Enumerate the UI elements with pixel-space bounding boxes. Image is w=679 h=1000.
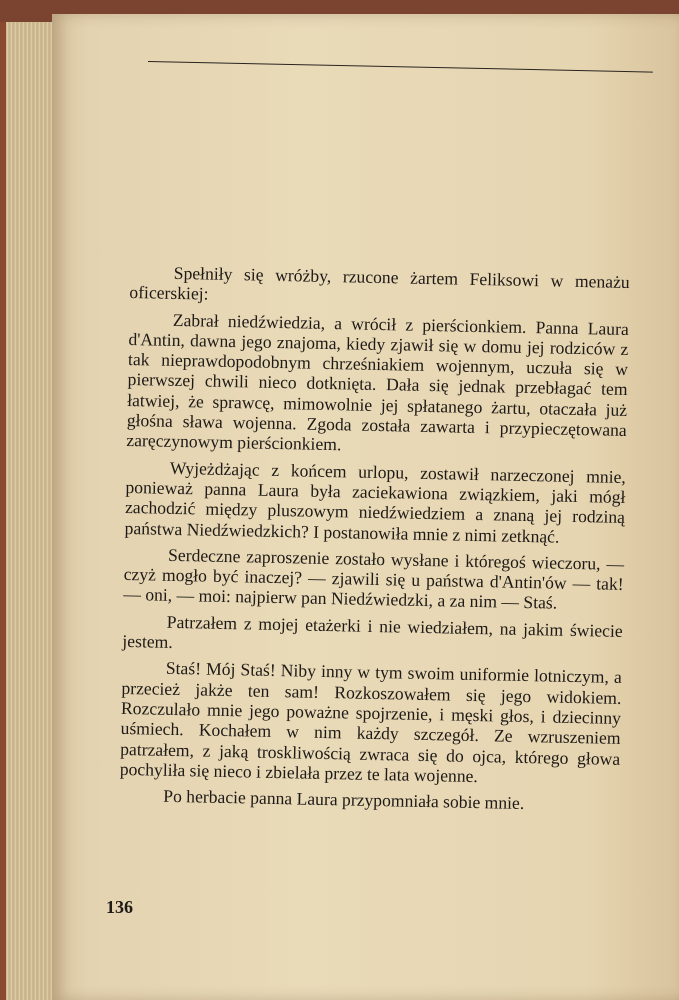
paragraph-7: Po herbacie panna Laura przypomniała sobie mnie. — [163, 785, 525, 814]
body-text — [119, 262, 630, 821]
paragraph-1: Spełniły się wróżby, rzucone żartem Feliksowi w menażu oficerskiej: — [129, 262, 630, 304]
header-rule — [148, 61, 653, 73]
paragraph-2: Zabrał niedźwiedzia, a wrócił z pierścionkiem. Panna Laura d'Antin, dawna jego znajoma, kiedy zjawił się w domu jej rodziców z tak nieprawdopodobnym chrześniakiem wojennym, uczuła się w pierwszej chwili nieco dotknięta. Dała się jednak przebłagać tem łatwiej, że sprawcę, mimowolnie jej spłatanego żartu, otaczała już głośna sława wojenna. Zgoda została zawarta i przypieczętowana zaręczynowym pierścionkiem. — [126, 309, 629, 455]
paragraph-5: Patrzałem z mojej etażerki i nie wiedziałem, na jakim świecie jestem. — [122, 611, 623, 652]
paragraph-3: Wyjeżdżając z końcem urlopu, zostawił narzeczonej mnie, ponieważ panna Laura była zaciekawiona związkiem, jaki mógł zachodzić między pluszowym niedźwiedziem a znaną jej rodziną państwa Niedźwiedzkich? I postanowiła mnie z nimi zetknąć. — [124, 457, 626, 547]
paragraph-6: Staś! Mój Staś! Niby inny w tym swoim uniformie lotniczym, a przecież jakże ten sam! Rozkoszowałem się jego widokiem. Rozczulało mnie jego poważne spojrzenie, i męski głos, i dziecinny uśmiech. Kochałem w nim każdy szczegół. Ze wzruszeniem patrzałem, z jaką troskliwością zwraca się do ojca, którego głowa pochyliła się nieco i zbielała przez te lata wojenne. — [119, 658, 622, 786]
book-page — [52, 14, 679, 1000]
paragraph-4: Serdeczne zaproszenie zostało wysłane i któregoś wieczoru, — czyż mogło być inaczej? — zjawili się u państwa d'Antin'ów — tak! — oni, — moi: najpierw pan Niedźwiedzki, a za nim — Staś. — [123, 544, 625, 614]
page-number: 136 — [106, 897, 133, 917]
